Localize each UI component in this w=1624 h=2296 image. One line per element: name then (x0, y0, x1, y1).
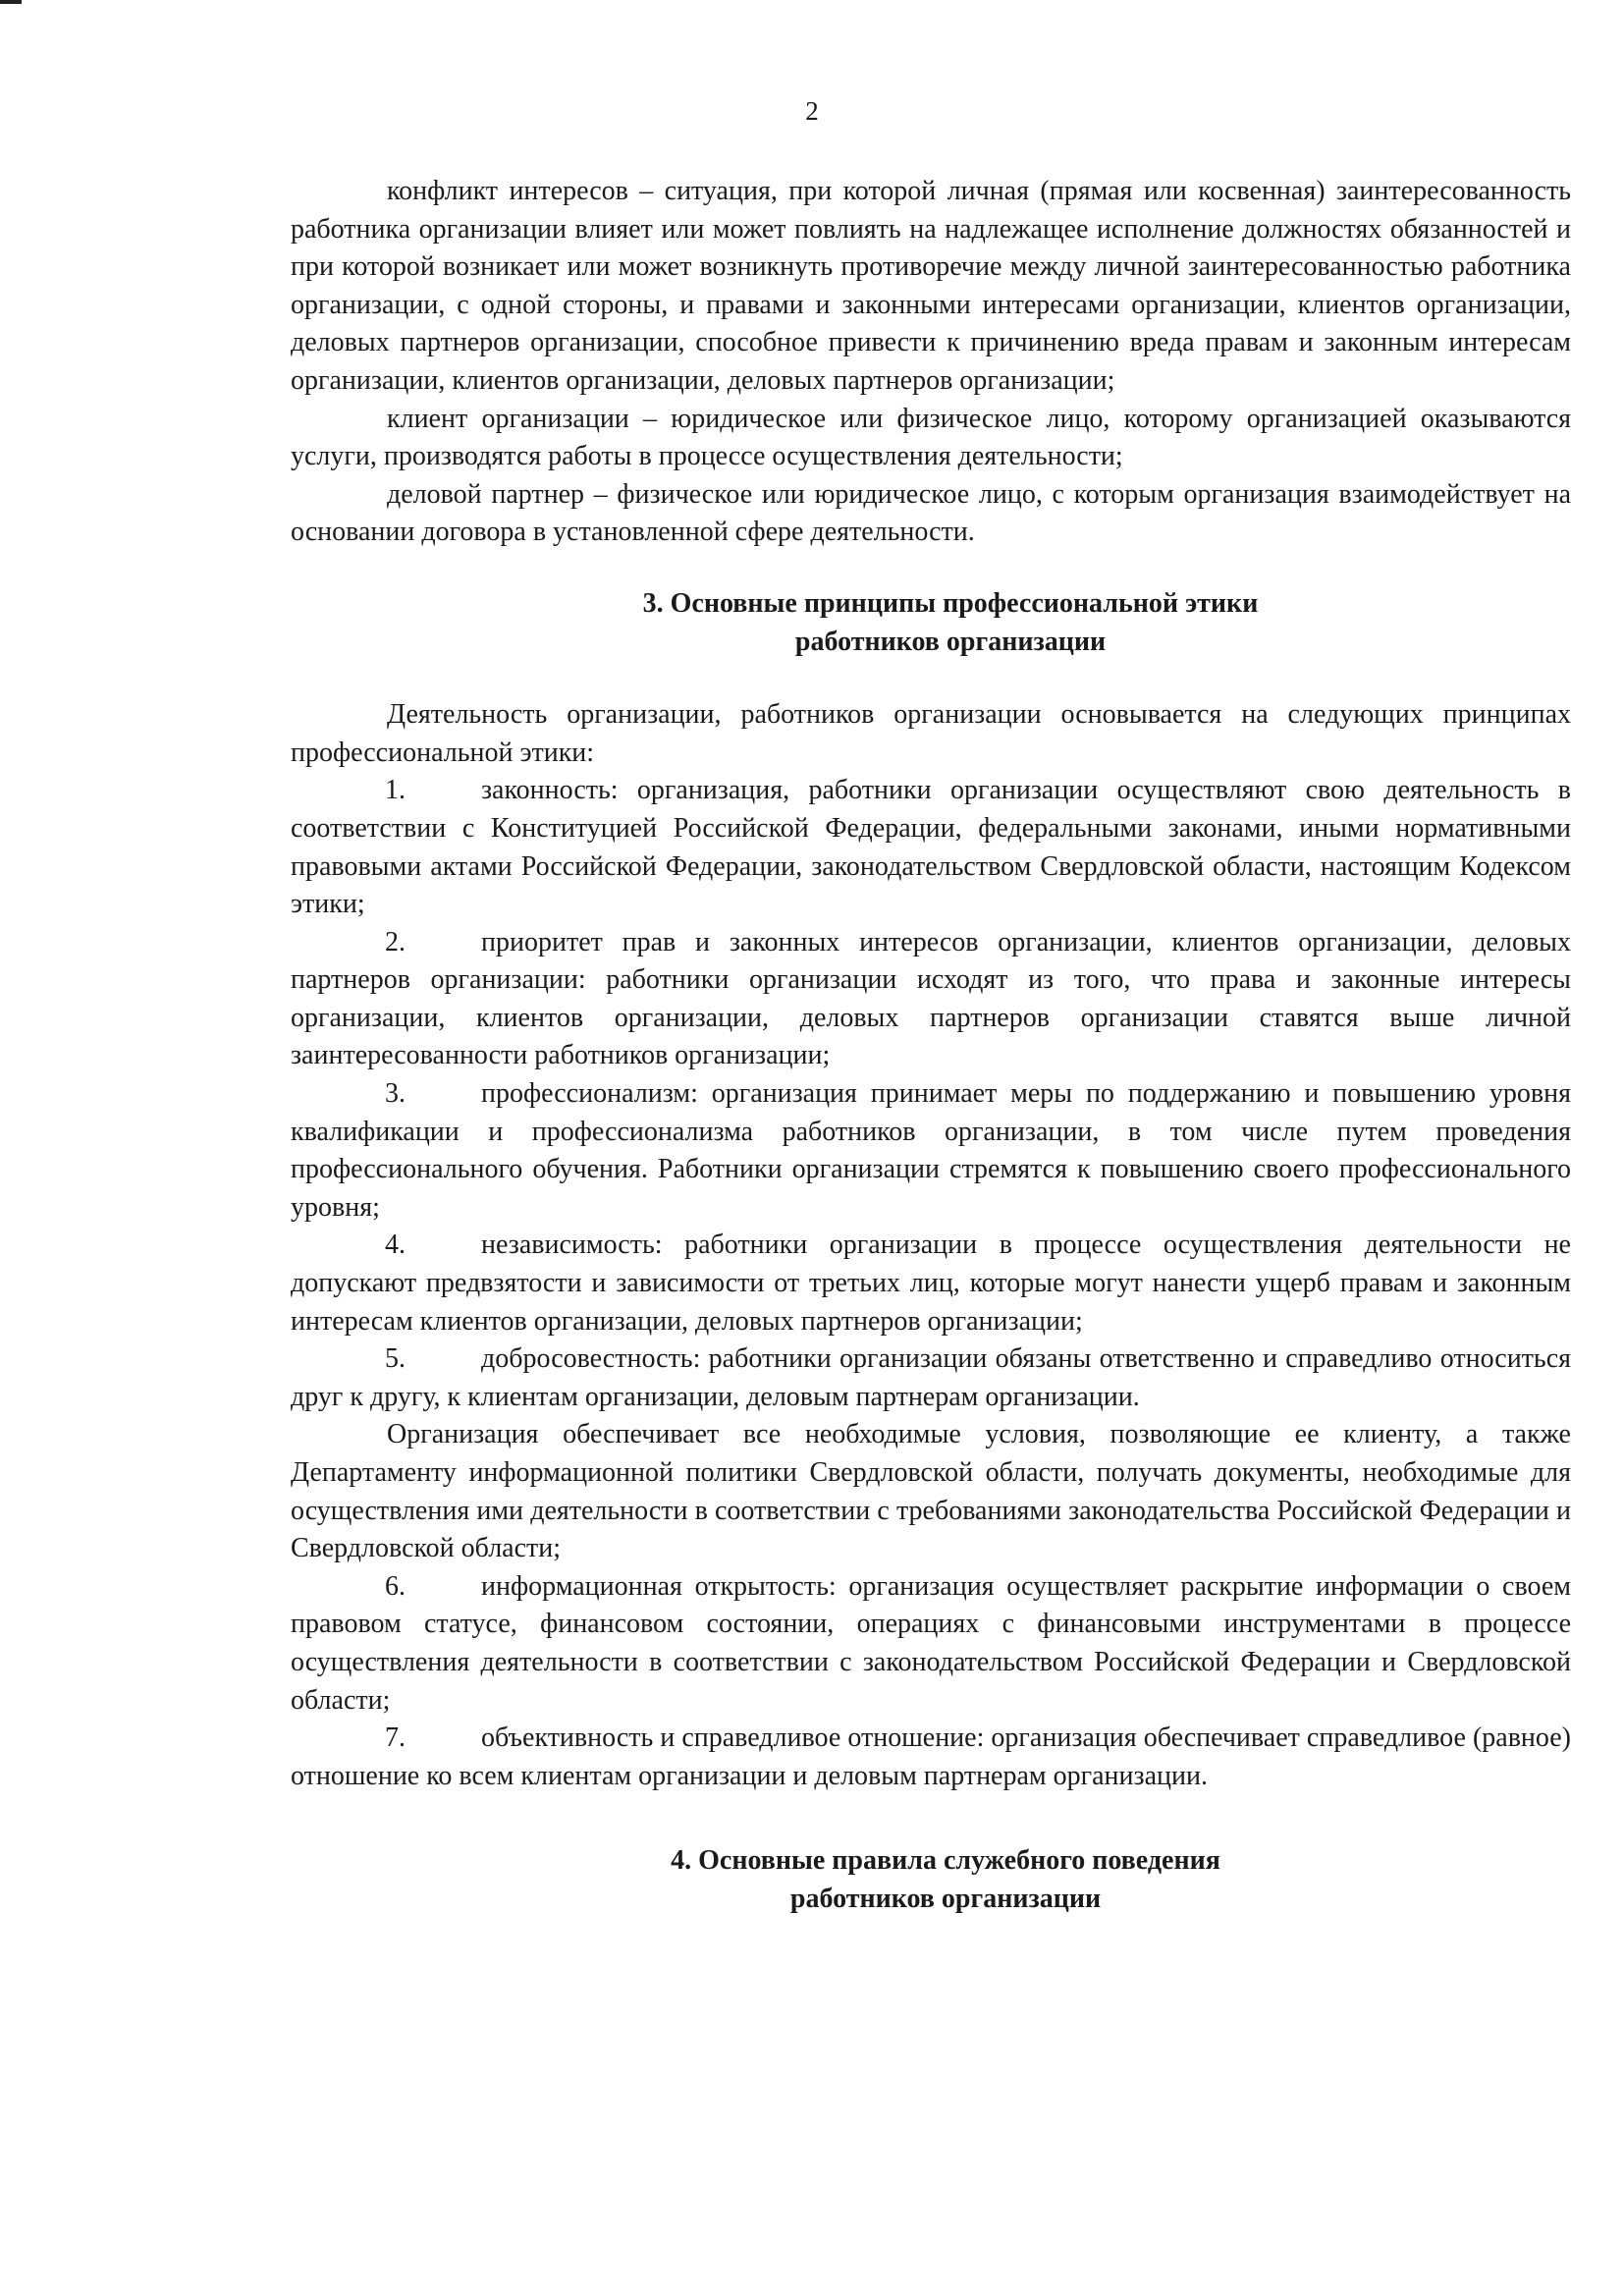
section-3-heading (291, 585, 1571, 661)
principle-number: 4. (385, 1230, 406, 1261)
section-4-heading-line-1: 4. Основные правила служебного поведения (671, 1845, 1220, 1877)
principle-text: объективность и справедливое отношение: организация обеспечивает справедливое (равное) отношение ко всем клиентам организации и деловым партнерам организации. (291, 1722, 1571, 1791)
principle-item-3 (291, 1075, 1571, 1227)
definition-conflict-of-interest: конфликт интересов – ситуация, при которой личная (прямая или косвенная) заинтересованность работника организации влияет или может повлиять на надлежащее исполнение должностях обязанностей и при которой возникает или может возникнуть противоречие между личной заинтересованностью работника организации, с одной стороны, и правами и законными интересами организации, клиентов организации, деловых партнеров организации, способное привести к причинению вреда правам и законным интересам организации, клиентов организации, деловых партнеров организации; (291, 176, 1571, 396)
section-4-heading-line-2: работников организации (789, 1883, 1102, 1914)
principle-item-5 (291, 1340, 1571, 1416)
definition-business-partner: деловой партнер – физическое или юридическое лицо, с которым организация взаимодействует на основании договора в установленной сфере деятельности. (291, 478, 1571, 548)
page-number: 2 (805, 96, 819, 126)
principle-number: 3. (385, 1078, 406, 1110)
section-3-intro: Деятельность организации, работников организации основывается на следующих принципах профессиональной этики: (291, 699, 1571, 768)
principle-number: 1. (385, 775, 406, 806)
principle-text: информационная открытость: организация осуществляет раскрытие информации о своем правовом статусе, финансовом состоянии, операциях с финансовыми инструментами в процессе осуществления деятельности в соответствии с законодательством Российской Федерации и Свердловской области; (291, 1570, 1571, 1716)
principle-text: законность: организация, работники организации осуществляют свою деятельность в соответствии с Конституцией Российской Федерации, федеральными законами, иными нормативными правовыми актами Российской Федерации, законодательством Свердловской области, настоящим Кодексом этики; (291, 775, 1571, 920)
principle-text: независимость: работники организации в процессе осуществления деятельности не допускают предвзятости и зависимости от третьих лиц, которые могут нанести ущерб правам и законным интересам клиентов организации, деловых партнеров организации; (291, 1230, 1571, 1337)
principle-item-2 (291, 924, 1571, 1075)
document-body (291, 173, 1571, 1919)
principle-item-7 (291, 1720, 1571, 1795)
definition-client: клиент организации – юридическое или физическое лицо, которому организацией оказываются услуги, производятся работы в процессе осуществления деятельности; (291, 403, 1571, 472)
section-3-heading-line-2: работников организации (794, 626, 1107, 657)
principle-item-6 (291, 1568, 1571, 1720)
scan-corner-mark (0, 0, 22, 4)
principle-text: добросовестность: работники организации обязаны ответственно и справедливо относиться друг к другу, к клиентам организации, деловым партнерам организации. (291, 1343, 1571, 1412)
section-3-heading-line-1: 3. Основные принципы профессиональной этики (642, 587, 1259, 619)
organization-provisions-paragraph: Организация обеспечивает все необходимые условия, позволяющие ее клиенту, а также Департаменту информационной политики Свердловской области, получать документы, необходимые для осуществления ими деятельности в соответствии с требованиями законодательства Российской Федерации и Свердловской области; (291, 1419, 1571, 1564)
principle-item-1 (291, 772, 1571, 923)
principle-number: 5. (385, 1343, 406, 1375)
principle-text: приоритет прав и законных интересов организации, клиентов организации, деловых партнеров организации: работники организации исходят из того, что права и законные интересы организации, клиентов организации, деловых партнеров организации ставятся выше личной заинтересованности работников организации; (291, 926, 1571, 1071)
section-4-heading (291, 1842, 1571, 1918)
principle-text: профессионализм: организация принимает меры по поддержанию и повышению уровня квалификации и профессионализма работников организации, в том числе путем проведения профессионального обучения. Работники организации стремятся к повышению своего профессионального уровня; (291, 1078, 1571, 1223)
principle-number: 2. (385, 926, 406, 957)
principle-number: 7. (385, 1722, 406, 1754)
principle-number: 6. (385, 1570, 406, 1602)
principle-item-4 (291, 1227, 1571, 1340)
